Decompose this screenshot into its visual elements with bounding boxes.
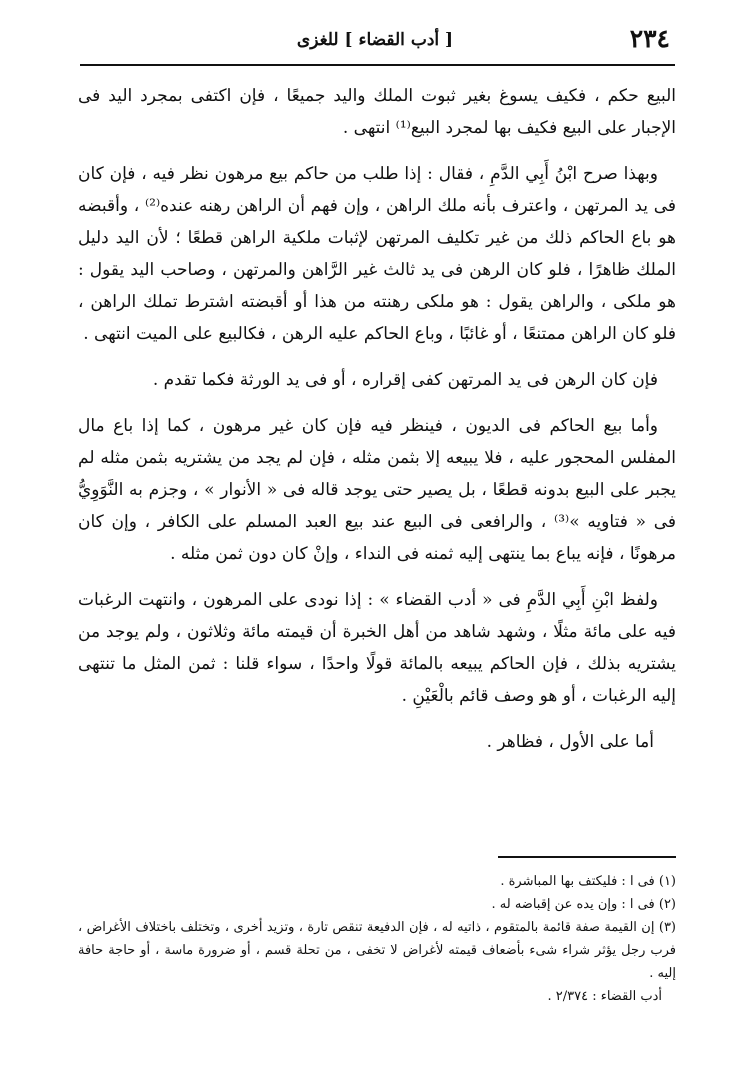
header-rule bbox=[80, 64, 675, 66]
paragraph: أما على الأول ، فظاهر . bbox=[486, 732, 654, 752]
footnote: (٣) إن القيمة صفة قائمة بالمتقوم ، ذاتيه له ، فإن الدفيعة تنقص تارة ، وتزيد أخرى ، وتختلف باختلاف الأغراض ، فرب رجل يؤثر شراء شىء بأضعاف قيمته لأغراض لا تخفى ، من تحلة قسم ، أو ضرورة ماسة ، أو حاجة حافة إليه . bbox=[78, 920, 676, 981]
footnote: (٢) فى ا : وإن يده عن إقباضه له . bbox=[491, 897, 676, 912]
footnote-reference: أدب القضاء : ٢/٣٧٤ . bbox=[547, 989, 662, 1004]
paragraph: وبهذا صرح ابْنُ أَبِي الدَّمِ ، فقال : إذا طلب من حاكم بيع مرهون نظر فيه ، فإن كان فى يد المرتهن ، واعترف بأنه ملك الراهن ، وإن فهم أن الراهن رهنه عنده⁽²⁾ ، وأقبضه هو باع الحاكم ذلك من غير تكليف المرتهن لإثبات ملكية الراهن قطعًا ؛ لأن اليد دليل الملك ظاهرًا ، فلو كان الرهن فى يد ثالث غير الرَّاهن والمرتهن ، وصاحب اليد يقول : هو ملكى ، والراهن يقول : هو ملكى رهنته من هذا أو أقبضته اشترط تملك الراهن ، فلو كان الراهن ممتنعًا ، أو غائبًا ، وباع الحاكم عليه الرهن ، فكالبيع على الميت انتهى . bbox=[78, 164, 676, 344]
page-number: ٢٣٤ bbox=[629, 24, 670, 53]
footnote-rule bbox=[498, 856, 676, 858]
paragraph: ولفظ ابْنِ أَبِي الدَّمِ فى « أدب القضاء » : إذا نودى على المرهون ، وانتهت الرغبات فيه على مائة مثلًا ، وشهد شاهد من أهل الخبرة أن قيمته مائة وثلاثون ، ولم يوجد من يشتريه بذلك ، فإن الحاكم يبيعه بالمائة قولًا واحدًا ، سواء قلنا : ثمن المثل ما تنتهى إليه الرغبات ، أو هو وصف قائم بالْعَيْنِ . bbox=[78, 590, 676, 706]
paragraph: فإن كان الرهن فى يد المرتهن كفى إقراره ، أو فى يد الورثة فكما تقدم . bbox=[152, 370, 658, 390]
main-text bbox=[78, 80, 676, 772]
running-title: [ أدب القضاء ] للغزى bbox=[296, 30, 454, 50]
footnote: (١) فى ا : فليكتف بها المباشرة . bbox=[500, 874, 676, 889]
footnotes bbox=[78, 870, 676, 1008]
page-header bbox=[80, 22, 670, 62]
paragraph: وأما بيع الحاكم فى الديون ، فينظر فيه فإن كان غير مرهون ، كما إذا باع مال المفلس المحجور عليه ، فلا يبيعه إلا بثمن مثله ، فإن لم يجد من يشتريه بثمن مثله لم يجبر على البيع بدونه قطعًا ، بل يصير حتى يوجد قاله فى « الأنوار » ، وجزم به النَّوَوِيُّ فى « فتاويه »⁽³⁾ ، والرافعى فى البيع عند بيع العبد المسلم على الكافر ، وإن كان مرهونًا ، فإنه يباع بما ينتهى إليه ثمنه فى النداء ، وإنْ كان دون ثمن مثله . bbox=[78, 416, 676, 564]
paragraph: البيع حكم ، فكيف يسوغ بغير ثبوت الملك واليد جميعًا ، فإن اكتفى بمجرد اليد فى الإجبار على البيع فكيف بها لمجرد البيع⁽¹⁾ انتهى . bbox=[78, 86, 676, 138]
